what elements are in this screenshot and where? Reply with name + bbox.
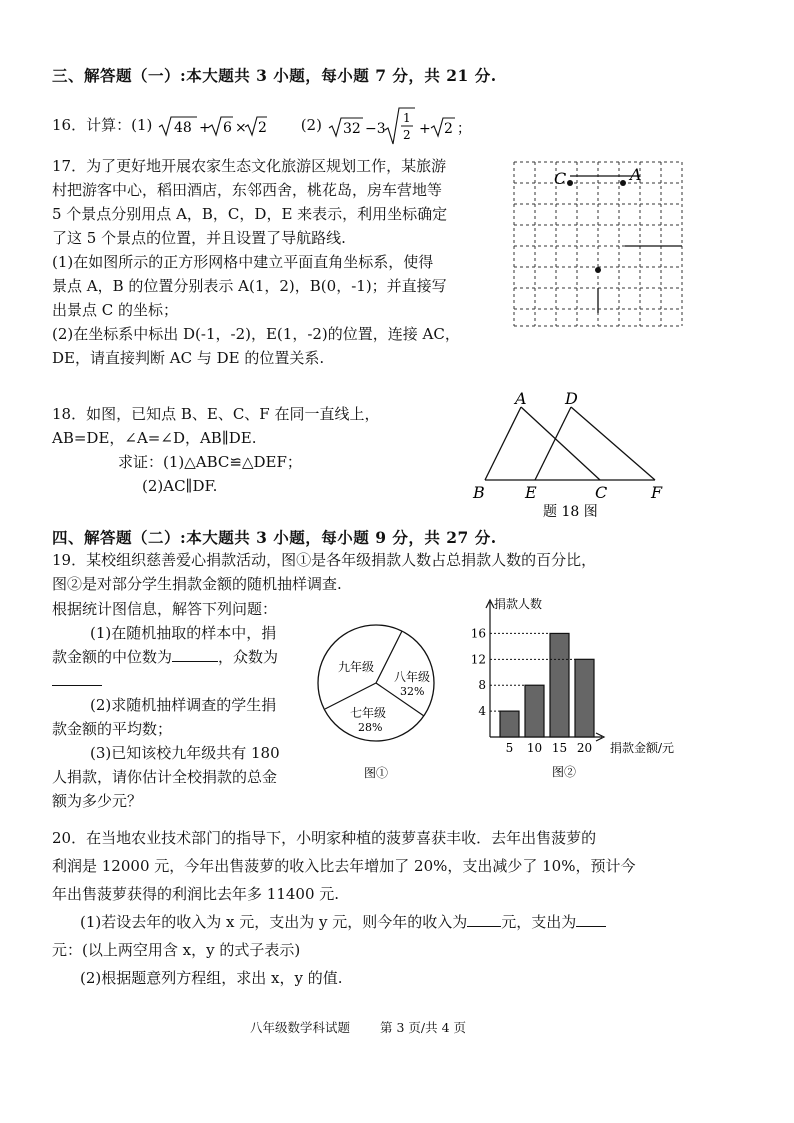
y-tick-label: 12	[470, 652, 486, 667]
q20-part1	[52, 908, 635, 936]
q19-line: 图②是对部分学生捐款金额的随机抽样调查.	[52, 575, 342, 593]
q18-caption: 题 18 图	[543, 504, 598, 520]
q17-line: (2)在坐标系中标出 D(-1，-2)，E(1，-2)的位置，连接 AC，	[52, 325, 460, 343]
q20-p1a: (1)若设去年的收入为 x 元，支出为 y 元，则今年的收入为	[80, 913, 468, 931]
q20-line: 利润是 12000 元，今年出售菠萝的收入比去年增加了 20%，支出减少了 10%，预计今	[52, 857, 636, 875]
x-tick-label: 15	[551, 741, 568, 755]
grid-label-a: A	[630, 165, 642, 184]
svg-text:2: 2	[258, 120, 268, 136]
svg-text:6: 6	[223, 120, 233, 136]
q16-expr1-math	[157, 113, 267, 139]
bar	[525, 685, 544, 737]
q19-line: 19．某校组织慈善爱心捐款活动，图①是各年级捐款人数占总捐款人数的百分比，	[52, 551, 597, 569]
q19-median-label: 款金额的中位数为	[52, 648, 173, 666]
y-tick-label: 16	[470, 626, 486, 641]
label-a: A	[515, 389, 527, 408]
pie-slice-label: 七年级	[350, 706, 387, 720]
q16-expr2	[327, 111, 471, 142]
q18-figure	[465, 390, 675, 525]
x-tick-label: 10	[526, 741, 543, 755]
svg-text:32: 32	[342, 121, 361, 137]
label-f: F	[651, 483, 663, 502]
svg-text:1: 1	[402, 111, 411, 125]
q19-intro	[52, 548, 596, 596]
q18-line: AB=DE，∠A=∠D，AB∥DE.	[52, 429, 257, 447]
svg-text:2: 2	[443, 121, 453, 137]
q16	[52, 106, 471, 146]
q18-line: 求证：(1)△ABC≌△DEF；	[118, 453, 302, 471]
x-tick-label: 20	[576, 741, 593, 755]
q16-expr2-math	[327, 106, 471, 146]
q17-line: 17．为了更好地开展农家生态文化旅游区规划工作，某旅游	[52, 157, 447, 175]
q18-line: (2)AC∥DF.	[142, 477, 218, 495]
section-4-title: 四、解答题（二）:本大题共 3 小题，每小题 9 分，共 27 分.	[52, 528, 497, 547]
q17-line: 景点 A，B 的位置分别表示 A(1，2)，B(0，-1)；并直接写	[52, 277, 447, 295]
pie-slice-label: 八年级	[394, 670, 431, 684]
point-origin-mark	[595, 267, 601, 273]
bar	[500, 711, 519, 737]
q17-line: 5 个景点分别用点 A，B，C，D，E 来表示，利用坐标确定	[52, 205, 448, 223]
q17-grid-figure	[510, 158, 690, 333]
q20-p1c: 元：(以上两空用含 x，y 的式子表示)	[52, 941, 301, 959]
q19-left-line: (3)已知该校九年级共有 180	[90, 744, 280, 762]
pie-slice-label: 九年级	[338, 660, 375, 674]
expense-blank	[576, 912, 606, 927]
q19-median-line	[52, 645, 317, 669]
grid-label-c: C	[554, 169, 567, 188]
q19-left-line: (2)求随机抽样调查的学生捐	[90, 696, 277, 714]
bars-group	[471, 626, 594, 755]
q20-line: 20．在当地农业技术部门的指导下，小明家种植的菠萝喜获丰收．去年出售菠萝的	[52, 829, 597, 847]
point-a	[620, 180, 626, 186]
bar	[550, 633, 569, 737]
bar	[575, 659, 594, 737]
q16-part2-label: (2)	[300, 116, 322, 134]
svg-text:2: 2	[402, 128, 411, 142]
q17-line: 出景点 C 的坐标；	[52, 301, 179, 319]
q19-mode-label: ，众数为	[218, 648, 279, 666]
footer	[250, 1018, 466, 1036]
income-blank	[467, 912, 501, 927]
q16-expr1	[157, 116, 272, 134]
label-b: B	[473, 483, 485, 502]
q20-p2: (2)根据题意列方程组，求出 x，y 的值.	[80, 969, 343, 987]
median-blank	[172, 647, 218, 662]
q20-p1b: 元，支出为	[501, 913, 577, 931]
q19-left-line: 额为多少元？	[52, 792, 143, 810]
svg-text:−3: −3	[364, 121, 386, 137]
pie-slice-pct: 28%	[358, 721, 383, 734]
footer-subject: 八年级数学科试题	[250, 1020, 351, 1035]
q20-line: 年出售菠萝获得的利润比去年多 11400 元.	[52, 885, 340, 903]
q17-text	[52, 154, 512, 370]
q17-line: DE，请直接判断 AC 与 DE 的位置关系.	[52, 349, 325, 367]
q18-text	[52, 402, 379, 498]
section-3-title: 三、解答题（一）:本大题共 3 小题，每小题 7 分，共 21 分.	[52, 66, 497, 85]
y-tick-label: 4	[478, 704, 486, 719]
q19-questions	[52, 597, 317, 813]
label-d: D	[565, 389, 578, 408]
q17-line: 村把游客中心，稻田酒店，东邻西舍，桃花岛，房车营地等	[52, 181, 443, 199]
bar-chart	[462, 594, 694, 784]
pie-chart	[312, 613, 442, 783]
q19-mode-line	[52, 669, 317, 693]
label-c: C	[595, 483, 608, 502]
q16-label: 16．计算：(1)	[52, 116, 153, 134]
svg-text:48: 48	[174, 120, 192, 136]
x-axis-label: 捐款金额/元	[610, 741, 675, 755]
point-c	[567, 180, 573, 186]
q19-left-line: 根据统计图信息，解答下列问题：	[52, 600, 278, 618]
y-axis-label: 捐款人数	[494, 597, 543, 611]
bar-caption: 图②	[552, 765, 577, 779]
q18-line: 18．如图，已知点 B、E、C、F 在同一直线上，	[52, 405, 380, 423]
svg-text:；: ；	[456, 121, 471, 137]
pie-caption: 图①	[364, 766, 389, 780]
x-tick-label: 5	[505, 741, 514, 755]
svg-text:+: +	[199, 120, 211, 136]
q17-line: (1)在如图所示的正方形网格中建立平面直角坐标系，使得	[52, 253, 434, 271]
q17-line: 了这 5 个景点的位置，并且设置了导航路线.	[52, 229, 346, 247]
q19-left-line: 人捐款，请你估计全校捐款的总金	[52, 768, 278, 786]
pie-slice-pct: 32%	[400, 685, 425, 698]
q19-left-line: 款金额的平均数；	[52, 720, 173, 738]
footer-page: 第 3 页/共 4 页	[379, 1020, 466, 1035]
label-e: E	[525, 483, 537, 502]
svg-text:×: ×	[235, 120, 247, 136]
q19-left-line: (1)在随机抽取的样本中，捐	[90, 624, 277, 642]
mode-blank	[52, 671, 102, 686]
y-tick-label: 8	[478, 678, 486, 693]
q20	[52, 824, 635, 992]
svg-text:+: +	[418, 121, 431, 137]
